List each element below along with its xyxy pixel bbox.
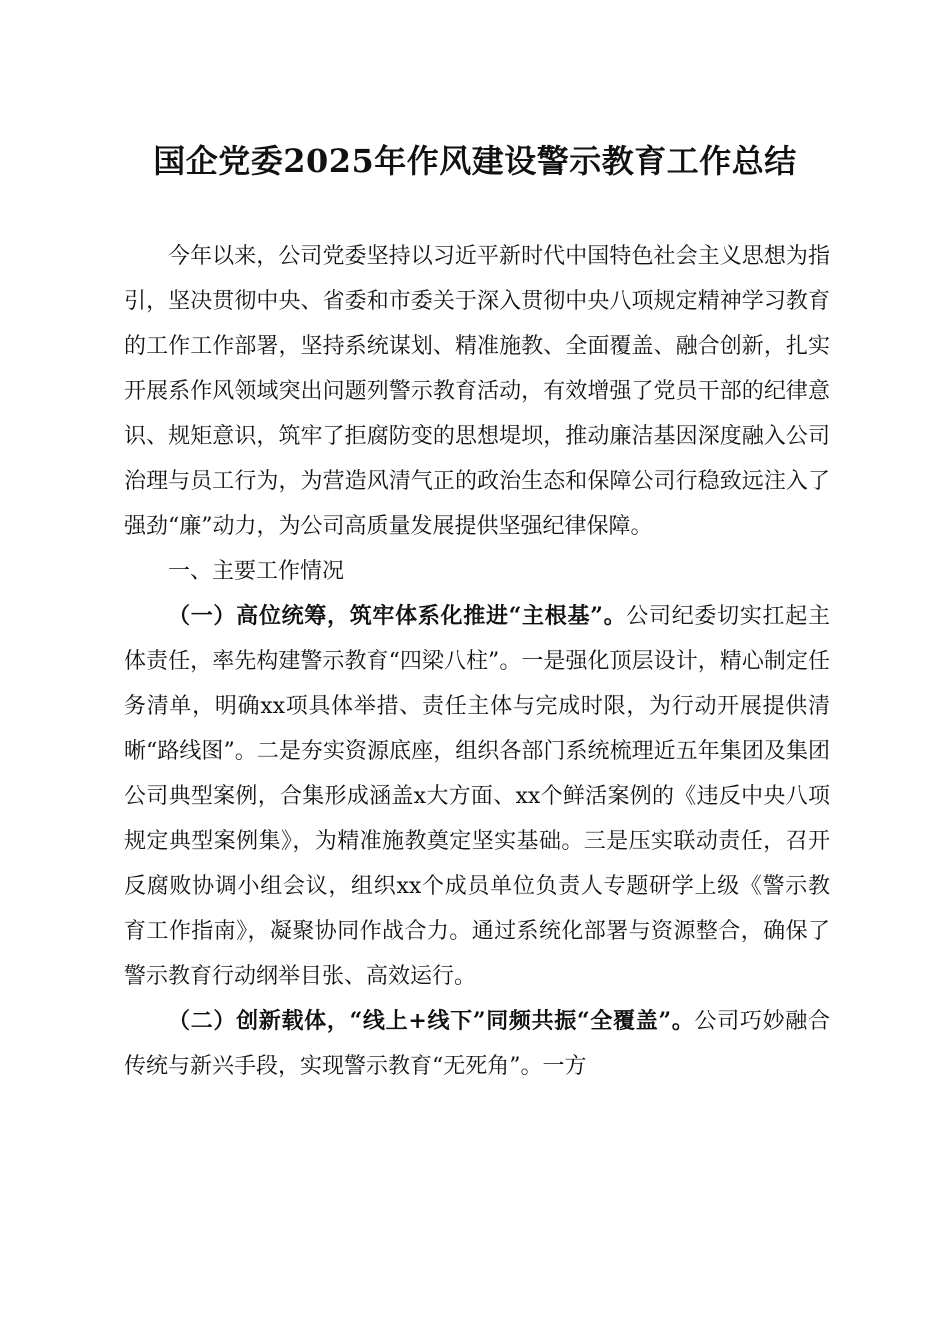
item-2-paragraph	[124, 999, 830, 1089]
item-2-title: （二）创新载体，“线上+线下”同频共振“全覆盖”。	[168, 1008, 695, 1034]
item-2-body: 公司巧妙融合传统与新兴手段，实现警示教育“无死角”。一方	[124, 1009, 830, 1079]
document-body	[124, 234, 830, 1089]
intro-paragraph: 今年以来，公司党委坚持以习近平新时代中国特色社会主义思想为指引，坚决贯彻中央、省委和市委关于深入贯彻中央八项规定精神学习教育的工作工作部署，坚持系统谋划、精准施教、全面覆盖、融合创新，扎实开展系作风领域突出问题列警示教育活动，有效增强了党员干部的纪律意识、规矩意识，筑牢了拒腐防变的思想堤坝，推动廉洁基因深度融入公司治理与员工行为，为营造风清气正的政治生态和保障公司行稳致远注入了强劲“廉”动力，为公司高质量发展提供坚强纪律保障。	[124, 244, 830, 539]
section-heading: 一、主要工作情况	[168, 559, 345, 584]
document-title: 国企党委2025年作风建设警示教育工作总结	[153, 142, 797, 180]
item-1-title: （一）高位统筹，筑牢体系化推进“主根基”。	[168, 603, 627, 629]
item-1-body: 公司纪委切实扛起主体责任，率先构建警示教育“四梁八柱”。一是强化顶层设计，精心制定任务清单，明确xx项具体举措、责任主体与完成时限，为行动开展提供清晰“路线图”。二是夯实资源底座，组织各部门系统梳理近五年集团及集团公司典型案例，合集形成涵盖x大方面、xx个鲜活案例的《违反中央八项规定典型案例集》，为精准施教奠定坚实基础。三是压实联动责任，召开反腐败协调小组会议，组织xx个成员单位负责人专题研学上级《警示教育工作指南》，凝聚协同作战合力。通过系统化部署与资源整合，确保了警示教育行动纲举目张、高效运行。	[124, 604, 830, 989]
item-1-paragraph	[124, 594, 830, 999]
